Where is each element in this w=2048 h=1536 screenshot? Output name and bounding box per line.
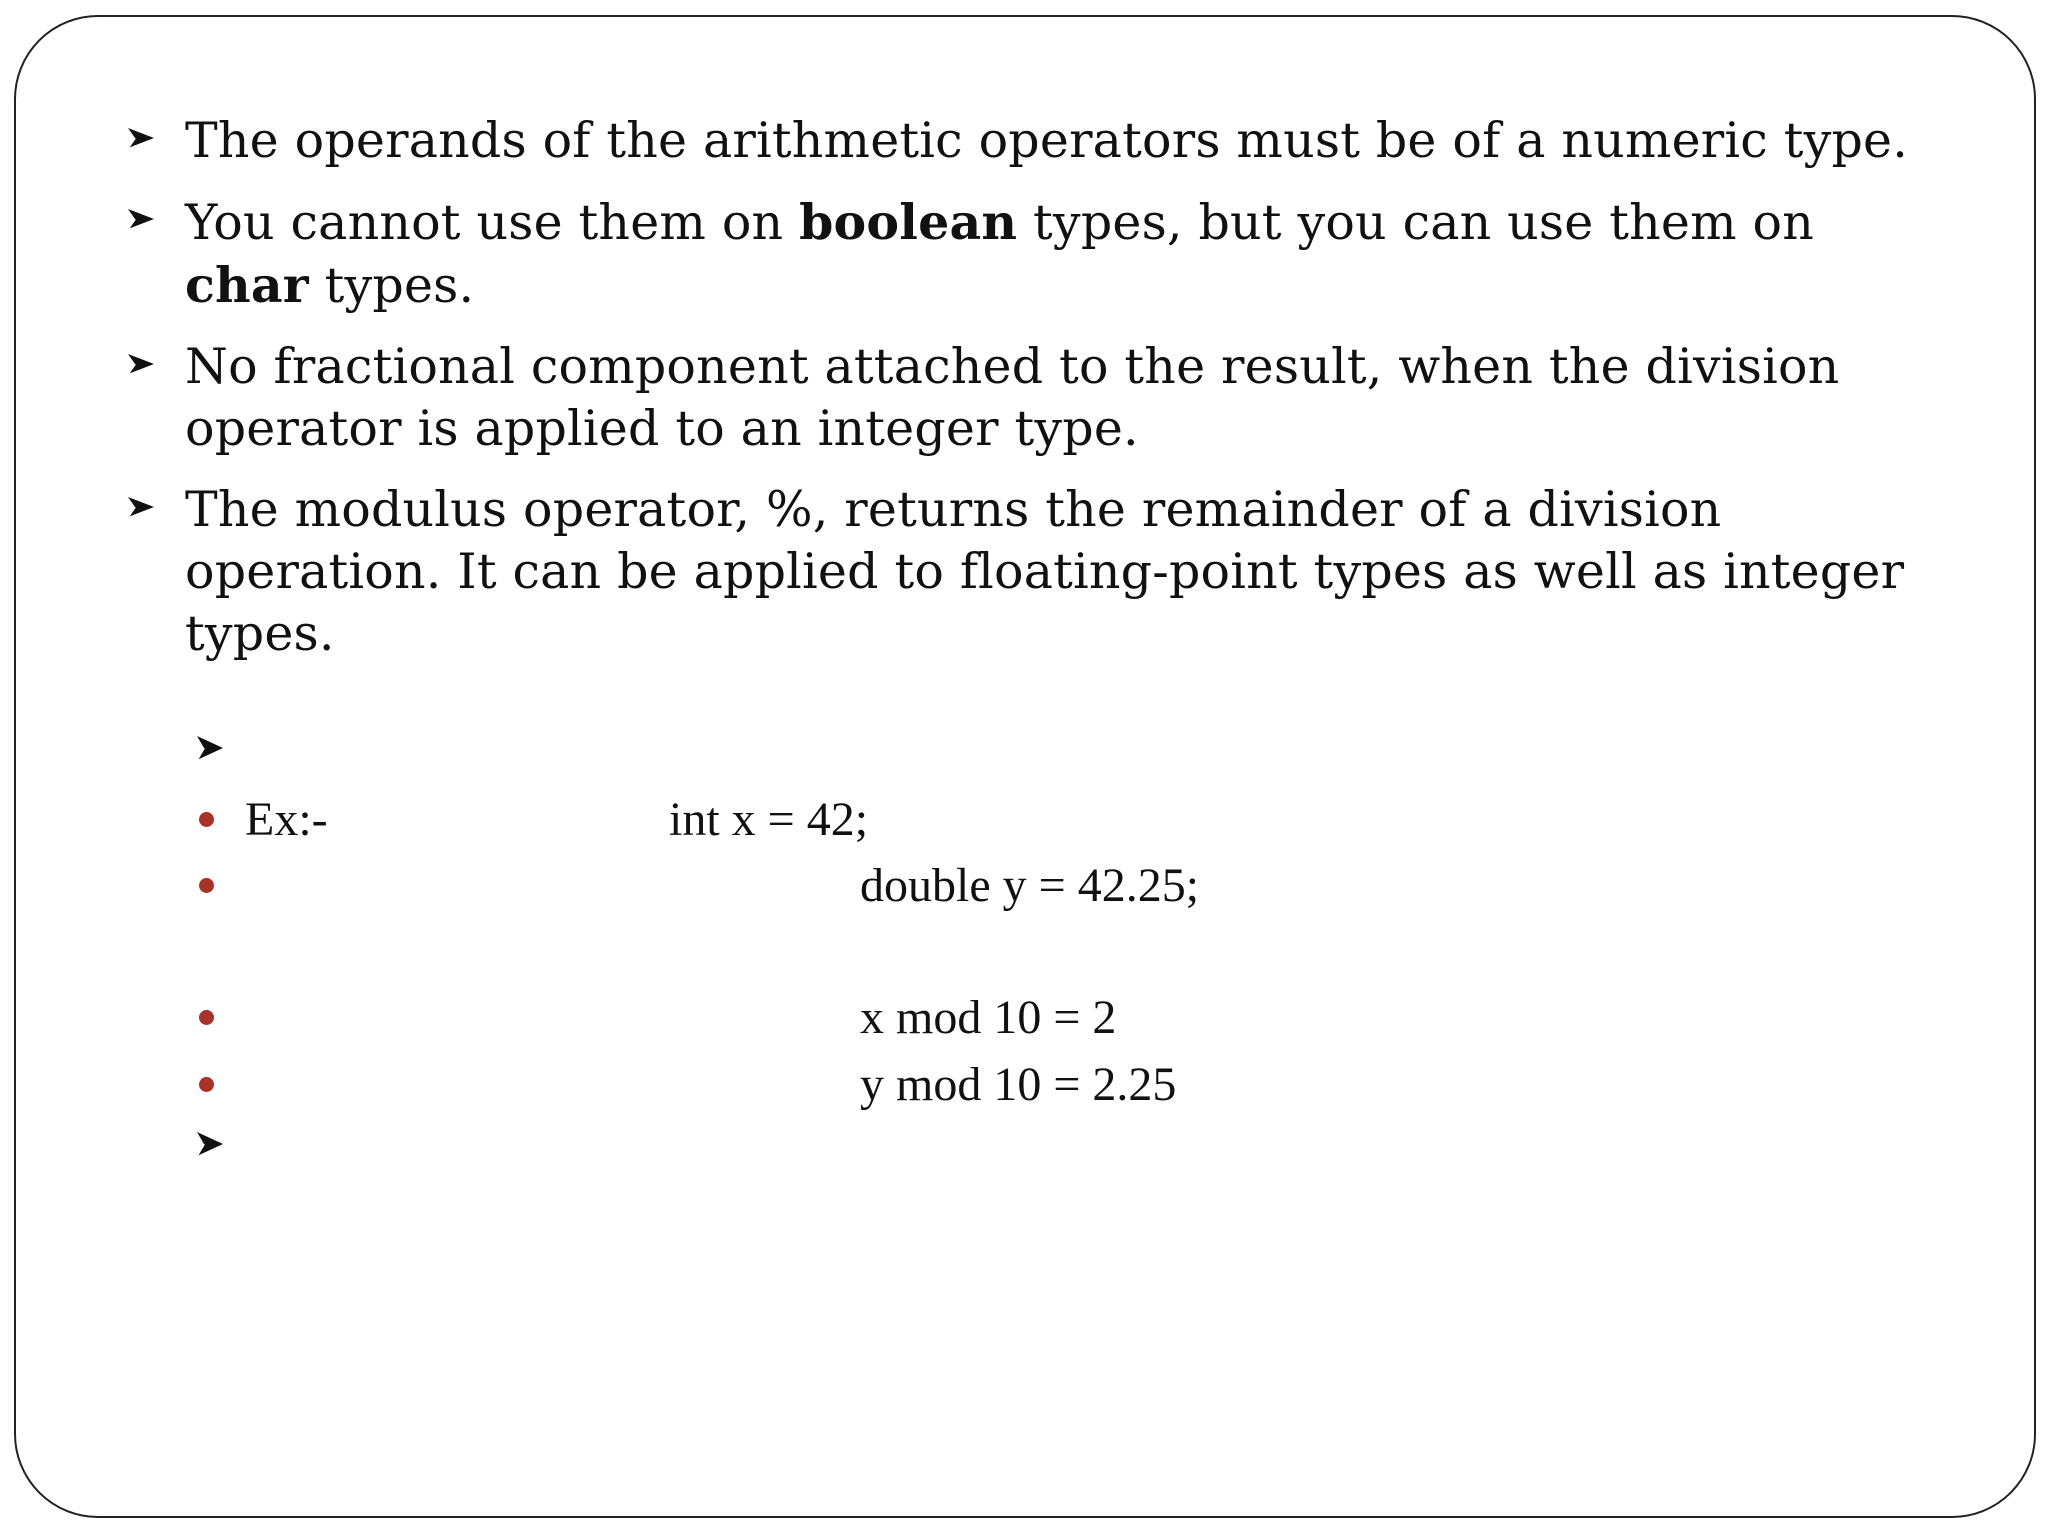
red-dot-bullet-icon (199, 812, 214, 827)
bullet-text: No fractional component attached to the result, when the division operator is applied to an integer type. (185, 338, 1840, 457)
arrow-bullet-icon (126, 495, 156, 519)
bullet-text-part: types, but you can use them on (1017, 194, 1814, 251)
bullet-text-part: types. (308, 257, 475, 314)
example-code-x-mod: x mod 10 = 2 (860, 991, 1117, 1044)
bullet-text: The operands of the arithmetic operators must be of a numeric type. (185, 112, 1909, 169)
example-line-double (195, 853, 1395, 919)
bullet-text: The modulus operator, %, returns the remainder of a division operation. It can be applied to floating-point types as well as integer types. (185, 481, 1905, 662)
red-dot-bullet-icon (199, 1010, 214, 1025)
bullet-item-numeric-operands (122, 110, 1942, 172)
bullet-bold-char: char (185, 256, 309, 314)
arrow-bullet-icon (126, 207, 156, 231)
example-code-double: double y = 42.25; (860, 859, 1200, 912)
example-label: Ex:- (245, 793, 328, 846)
example-line-int (195, 787, 1395, 853)
example-line-x-mod (195, 985, 1395, 1051)
empty-arrow-bullet-icon (195, 734, 225, 762)
bullet-item-boolean-char (122, 191, 1942, 317)
example-code-y-mod: y mod 10 = 2.25 (860, 1058, 1177, 1111)
red-dot-bullet-icon (199, 1077, 214, 1092)
bullet-item-integer-division (122, 336, 1942, 460)
example-code-int: int x = 42; (669, 793, 869, 846)
bullet-text-part: You cannot use them on (185, 194, 800, 251)
arrow-bullet-icon (126, 126, 156, 150)
bullet-list (122, 110, 1942, 684)
arrow-bullet-icon (126, 352, 156, 376)
red-dot-bullet-icon (199, 878, 214, 893)
bullet-bold-boolean: boolean (799, 193, 1018, 251)
example-line-y-mod (195, 1052, 1395, 1118)
bullet-item-modulus-operator (122, 479, 1942, 665)
empty-arrow-bullet-icon (195, 1130, 225, 1158)
